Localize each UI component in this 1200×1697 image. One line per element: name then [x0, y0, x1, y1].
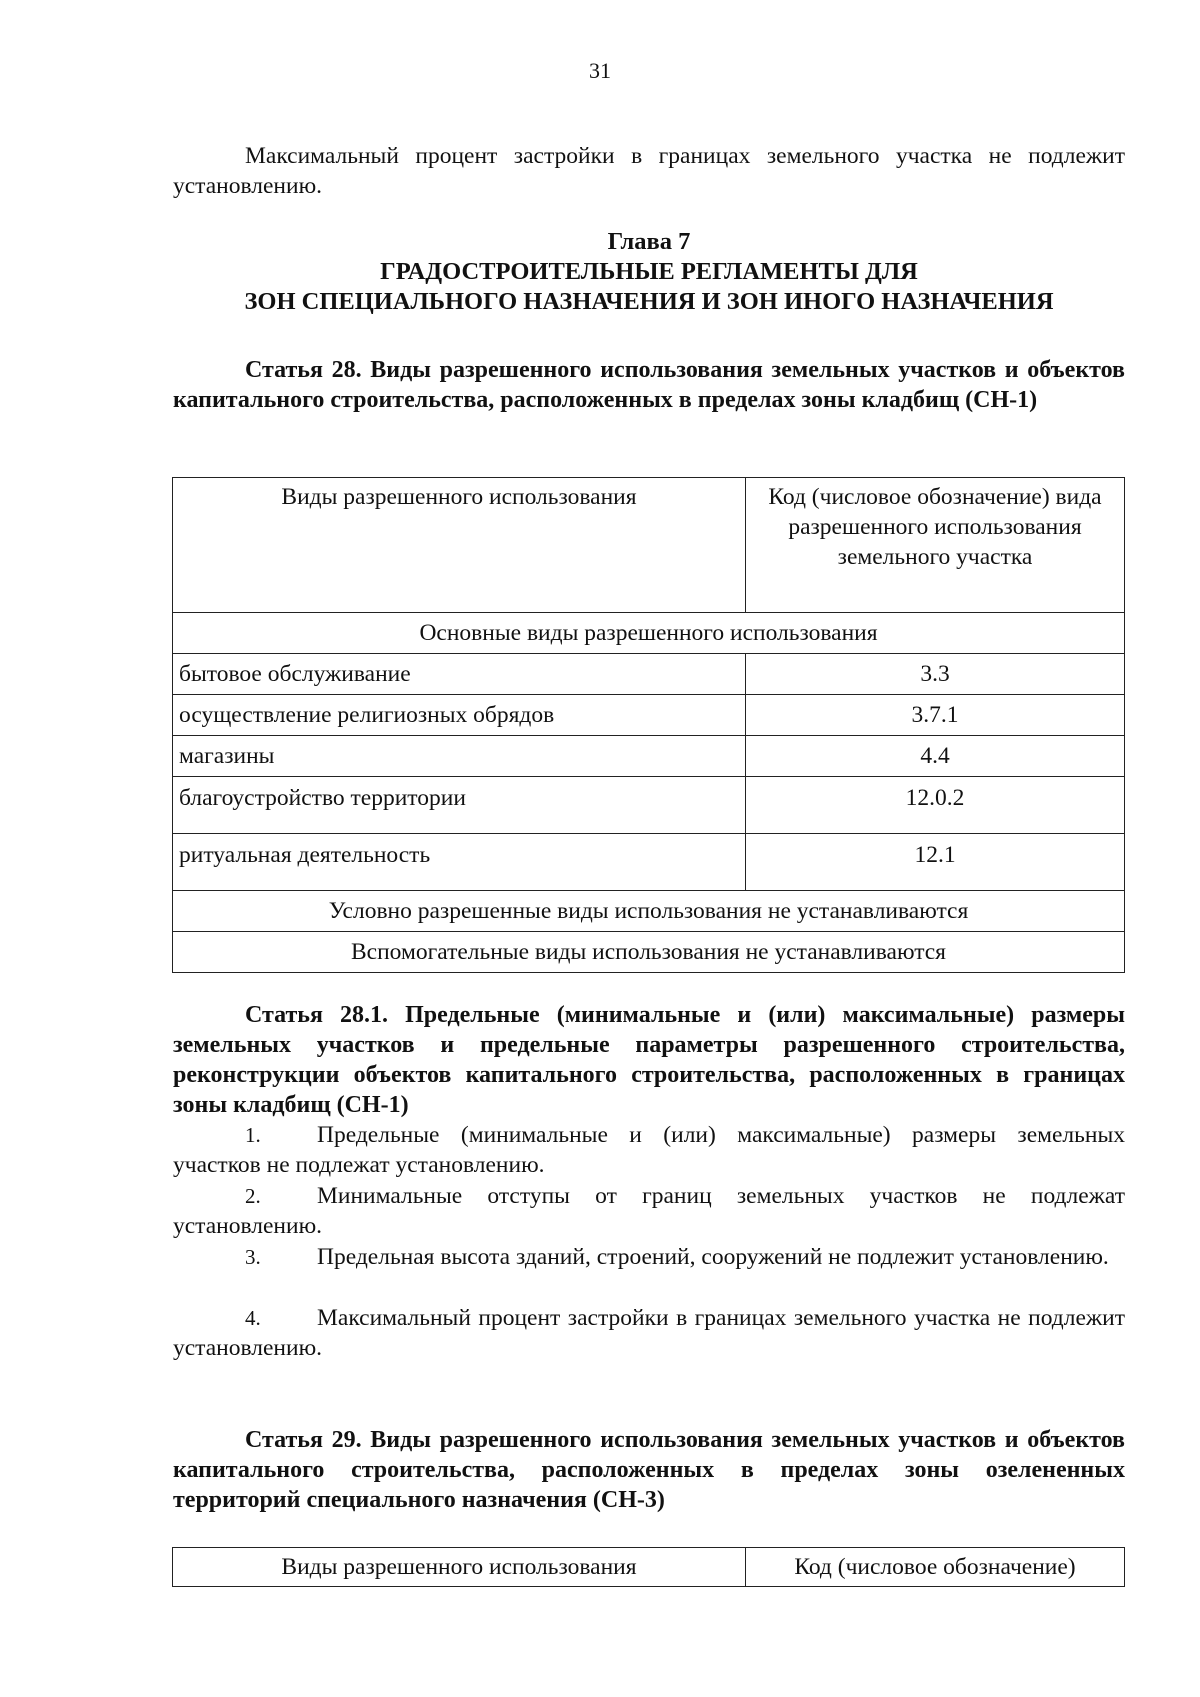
list-item-number: 1. [245, 1123, 261, 1147]
use-name: ритуальная деятельность [173, 834, 746, 891]
use-code: 3.3 [746, 654, 1125, 695]
chapter-subtitle-line2: ЗОН СПЕЦИАЛЬНОГО НАЗНАЧЕНИЯ И ЗОН ИНОГО НАЗНАЧЕНИЯ [244, 288, 1054, 315]
use-name: магазины [173, 736, 746, 777]
list-item [173, 1303, 1125, 1363]
column-header-code: Код (числовое обозначение) [746, 1548, 1125, 1587]
use-code: 3.7.1 [746, 695, 1125, 736]
column-header-code: Код (числовое обозначение) вида разрешенного использования земельного участка [746, 478, 1125, 613]
list-item-number: 2. [245, 1184, 261, 1208]
column-header-types: Виды разрешенного использования [173, 1548, 746, 1587]
page-number: 31 [589, 58, 611, 83]
table-row [173, 695, 1125, 736]
table-header-row [173, 1548, 1125, 1587]
main-uses-section: Основные виды разрешенного использования [173, 613, 1125, 654]
table-row [173, 834, 1125, 891]
article-29-heading: Статья 29. Виды разрешенного использования земельных участков и объектов капитального строительства, расположенных в пределах зоны озелененных территорий специального назначения (СН-3) [173, 1427, 1125, 1513]
list-item-text: Предельные (минимальные и (или) максимальные) размеры земельных участков не подлежат установлению. [173, 1122, 1125, 1178]
use-name: благоустройство территории [173, 777, 746, 834]
article-28-1-heading: Статья 28.1. Предельные (минимальные и (или) максимальные) размеры земельных участков и предельные параметры разрешенного строительства, реконструкции объектов капитального строительства, расположенных в границах зоны кладбищ (СН-1) [173, 1002, 1125, 1118]
table-note-row [173, 932, 1125, 973]
list-item [173, 1181, 1125, 1241]
list-item-number: 3. [245, 1245, 261, 1269]
table-row [173, 654, 1125, 695]
use-name: осуществление религиозных обрядов [173, 695, 746, 736]
article-28-table [172, 477, 1125, 973]
column-header-types: Виды разрешенного использования [173, 478, 746, 613]
use-code: 12.1 [746, 834, 1125, 891]
intro-paragraph: Максимальный процент застройки в границах земельного участка не подлежит установлению. [173, 143, 1125, 199]
list-item [173, 1242, 1125, 1272]
table-row [173, 736, 1125, 777]
list-item-text: Минимальные отступы от границ земельных участков не подлежат установлению. [173, 1183, 1125, 1239]
list-item-number: 4. [245, 1306, 261, 1330]
chapter-subtitle-line1: ГРАДОСТРОИТЕЛЬНЫЕ РЕГЛАМЕНТЫ ДЛЯ [380, 258, 918, 285]
table-row [173, 777, 1125, 834]
article-28-heading: Статья 28. Виды разрешенного использования земельных участков и объектов капитального строительства, расположенных в пределах зоны кладбищ (СН-1) [173, 357, 1125, 413]
auxiliary-uses-note: Вспомогательные виды использования не устанавливаются [173, 932, 1125, 973]
table-header-row [173, 478, 1125, 613]
conditional-uses-note: Условно разрешенные виды использования не устанавливаются [173, 891, 1125, 932]
table-note-row [173, 891, 1125, 932]
list-item-text: Предельная высота зданий, строений, сооружений не подлежит установлению. [317, 1244, 1109, 1270]
article-29-table [172, 1547, 1125, 1587]
list-item [173, 1120, 1125, 1180]
use-code: 4.4 [746, 736, 1125, 777]
use-code: 12.0.2 [746, 777, 1125, 834]
table-section-row [173, 613, 1125, 654]
use-name: бытовое обслуживание [173, 654, 746, 695]
list-item-text: Максимальный процент застройки в границах земельного участка не подлежит установлению. [173, 1305, 1125, 1361]
chapter-title: Глава 7 [607, 228, 691, 255]
